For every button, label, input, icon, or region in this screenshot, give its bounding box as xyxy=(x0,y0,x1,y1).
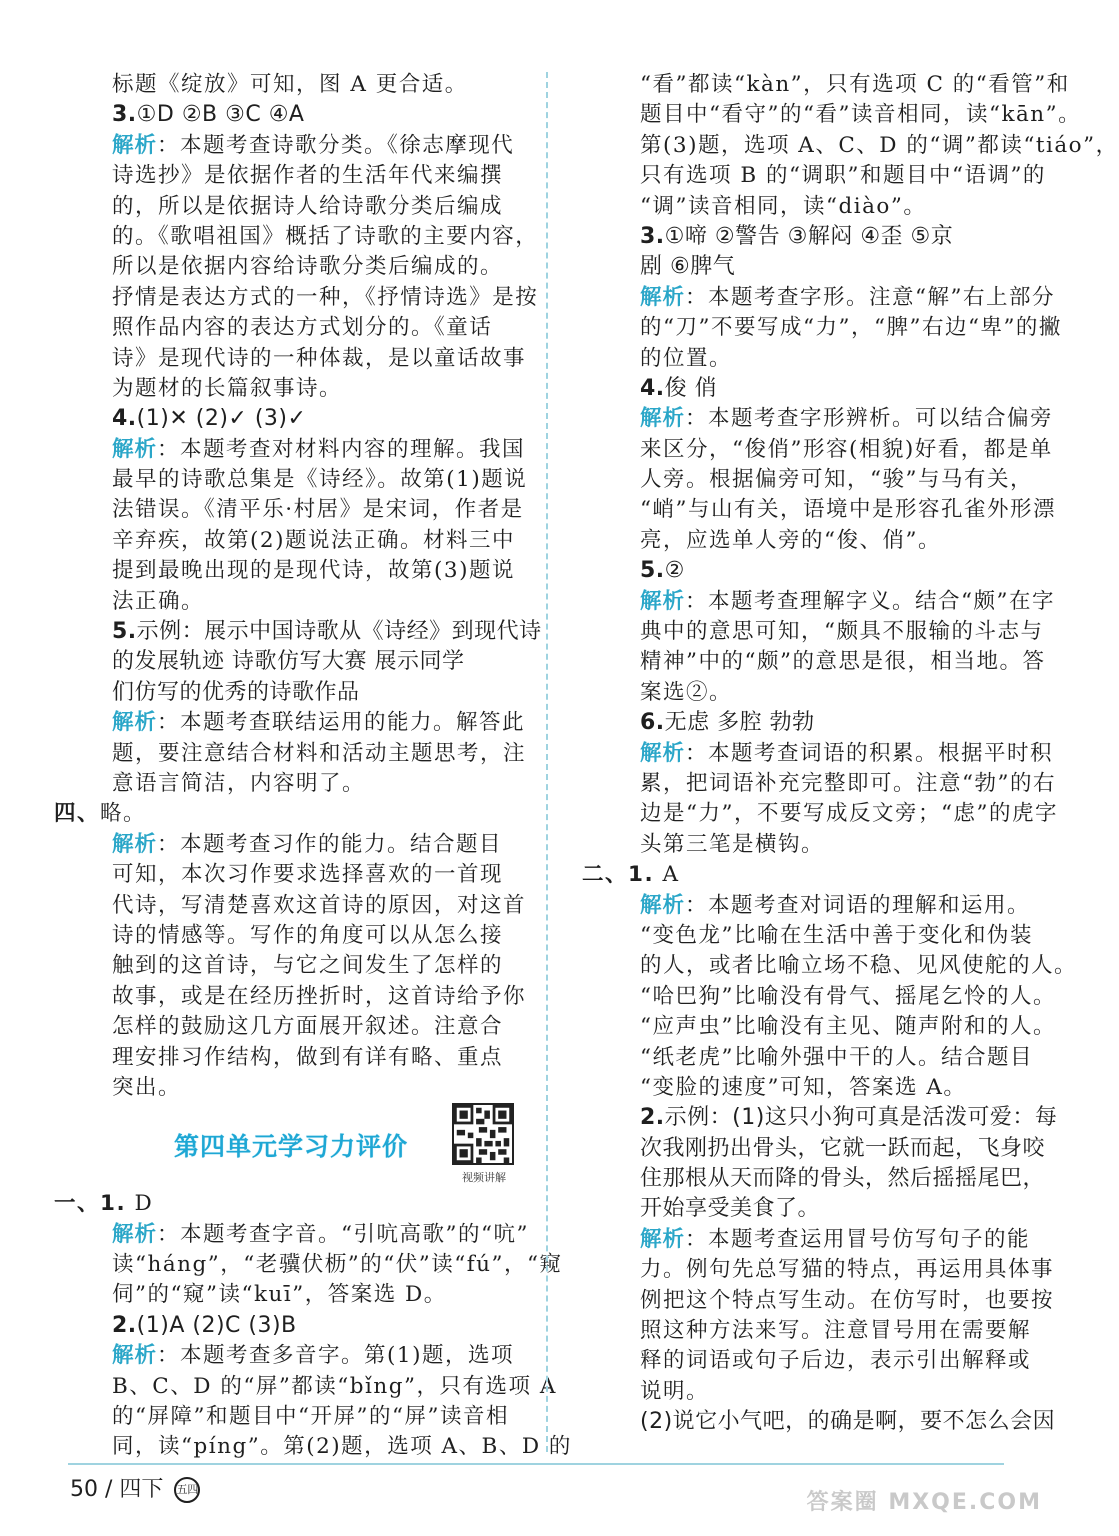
qr-code-icon xyxy=(454,1105,512,1163)
line-text: 理安排习作结构，做到有详有略、重点 xyxy=(112,1044,504,1070)
text-line xyxy=(612,404,1054,434)
text-line xyxy=(612,1073,1032,1103)
question-number: 5. xyxy=(112,619,137,645)
text-line xyxy=(612,131,1119,161)
text-line xyxy=(612,1225,1032,1255)
question-number: 1. xyxy=(628,862,655,888)
edition-badge-icon: 五四 xyxy=(174,1477,200,1503)
line-text: 题，要注意结合材料和活动主题思考，注 xyxy=(112,740,527,766)
text-line xyxy=(84,1250,563,1280)
line-text: 开始享受美食了。 xyxy=(640,1196,821,1222)
line-text: A xyxy=(654,862,680,888)
text-line xyxy=(84,647,530,677)
line-text: 的。《歌唱祖国》概括了诗歌的主要内容， xyxy=(112,223,539,249)
text-line xyxy=(84,435,530,465)
line-text: 所以是依据内容给诗歌分类后编成的。 xyxy=(112,254,504,280)
line-text: ：本题考查词语的积累。根据平时积 xyxy=(685,740,1054,766)
text-line xyxy=(84,769,530,799)
line-text: “看”都读“kàn”，只有选项 C 的“看管”和 xyxy=(640,72,1070,97)
text-line xyxy=(84,1043,530,1073)
text-line xyxy=(84,1341,530,1371)
line-text: (1)✕ (2)✓ (3)✓ xyxy=(136,406,307,432)
text-line xyxy=(84,830,530,860)
text-line xyxy=(612,1164,1046,1194)
text-line xyxy=(612,678,1032,708)
line-text: 累，把词语补充完整即可。注意“勃”的右 xyxy=(640,770,1056,796)
text-line xyxy=(612,1346,1032,1376)
text-line xyxy=(612,1286,1055,1316)
footer-separator: / xyxy=(105,1477,113,1502)
line-text: 的人，或者比喻立场不稳、见风使舵的人。 xyxy=(640,953,1078,979)
text-line xyxy=(612,313,1062,343)
text-line xyxy=(612,252,1032,282)
line-text: “哈巴狗”比喻没有骨气、摇尾乞怜的人。 xyxy=(640,983,1056,1009)
text-line xyxy=(84,252,530,282)
line-text: ：本题考查多音字。第(1)题，选项 xyxy=(157,1343,514,1369)
line-text: “纸老虎”比喻外强中干的人。结合题目 xyxy=(640,1044,1033,1070)
text-line xyxy=(84,404,530,434)
text-line xyxy=(612,587,1056,617)
question-number: 2. xyxy=(112,1312,137,1338)
line-text: 最早的诗歌总集是《诗经》。故第(1)题说 xyxy=(112,467,528,493)
text-line xyxy=(612,830,1032,860)
line-text: 俊 俏 xyxy=(664,375,718,401)
text-line xyxy=(84,313,530,343)
text-line xyxy=(612,374,1032,404)
text-line xyxy=(612,435,1053,465)
line-text: 案选②。 xyxy=(640,679,733,705)
analysis-label: 解析 xyxy=(640,406,686,432)
line-text: 读“háng”，“老骥伏枥”的“伏”读“fú”，“窥 xyxy=(112,1252,563,1278)
analysis-label: 解析 xyxy=(112,831,158,857)
text-line xyxy=(612,344,1032,374)
line-text: 故事，或是在经历挫折时，这首诗给予你 xyxy=(112,983,527,1009)
line-text: 无虑 多腔 勃勃 xyxy=(664,710,815,736)
line-text: 人旁。根据偏旁可知，“骏”与马有关， xyxy=(640,467,1033,493)
text-line xyxy=(84,222,539,252)
text-line xyxy=(612,283,1056,313)
line-text: ：本题考查字形。注意“解”右上部分 xyxy=(685,284,1056,310)
text-line xyxy=(84,1372,557,1402)
line-text: 同，读“píng”。第(2)题，选项 A、B、D 的 xyxy=(112,1434,572,1460)
line-text: 抒情是表达方式的一种，《抒情诗选》是按 xyxy=(112,284,539,310)
line-text: 的“屏障”和题目中“开屏”的“屏”读音相 xyxy=(112,1404,509,1430)
text-line xyxy=(84,283,539,313)
line-text: ：本题考查运用冒号仿写句子的能 xyxy=(685,1226,1031,1252)
text-line xyxy=(84,1311,530,1341)
line-text: ：本题考查对词语的理解和运用。 xyxy=(685,892,1031,918)
qr-code[interactable] xyxy=(452,1103,514,1165)
text-line xyxy=(54,799,530,829)
line-text: 照作品内容的表达方式划分的。《童话 xyxy=(112,315,493,341)
text-line xyxy=(612,799,1058,829)
line-text: 的“刀”不要写成“力”，“脾”右边“卑”的撇 xyxy=(640,315,1062,341)
analysis-label: 解析 xyxy=(112,436,158,462)
analysis-label: 解析 xyxy=(640,892,686,918)
left-column xyxy=(54,70,572,1463)
analysis-label: 解析 xyxy=(640,588,686,614)
text-line xyxy=(612,617,1044,647)
line-text: 法正确。 xyxy=(112,588,205,614)
line-text: 诗》是现代诗的一种体裁，是以童话故事 xyxy=(112,345,527,371)
text-line xyxy=(84,70,530,100)
text-line xyxy=(84,1432,572,1462)
line-text: “调”读音相同，读“diào”。 xyxy=(640,193,927,219)
line-text: 标题《绽放》可知，图 A 更合适。 xyxy=(112,72,468,97)
line-text: ：本题考查习作的能力。结合题目 xyxy=(157,831,503,857)
question-number: 2. xyxy=(640,1105,665,1131)
line-text: 次我刚扔出骨头，它就一跃而起，飞身咬 xyxy=(640,1135,1046,1161)
text-line xyxy=(84,891,530,921)
line-text: 力。例句先总写猫的特点，再运用具体事 xyxy=(640,1257,1055,1283)
line-text: 略。 xyxy=(100,801,147,827)
text-line xyxy=(612,1194,1032,1224)
grade-label: 四下 xyxy=(119,1477,164,1502)
text-line xyxy=(84,556,530,586)
line-text: ② xyxy=(664,558,685,584)
qr-caption: 视频讲解 xyxy=(462,1171,506,1185)
text-line xyxy=(612,769,1056,799)
line-text: 住那根从天而降的骨头，然后摇摇尾巴， xyxy=(640,1166,1046,1192)
text-line xyxy=(84,1280,530,1310)
text-line xyxy=(612,1316,1032,1346)
text-line xyxy=(612,1134,1046,1164)
text-line xyxy=(84,344,530,374)
line-text: ：本题考查理解字义。结合“颇”在字 xyxy=(685,588,1056,614)
line-text: 可知，本次习作要求选择喜欢的一首现 xyxy=(112,862,504,888)
line-text: 意语言简洁，内容明了。 xyxy=(112,770,366,796)
line-text: 例把这个特点写生动。在仿写时，也要按 xyxy=(640,1287,1055,1313)
line-text: 题目中“看守”的“看”读音相同，读“kān”。 xyxy=(640,102,1082,128)
section-marker: 四、 xyxy=(54,801,101,827)
section-marker: 一、 xyxy=(54,1191,101,1217)
text-line xyxy=(612,739,1054,769)
page-footer xyxy=(70,1472,200,1503)
analysis-label: 解析 xyxy=(112,132,158,158)
text-line xyxy=(612,222,1032,252)
line-text: “峭”与山有关，语境中是形容孔雀外形漂 xyxy=(640,497,1056,523)
line-text: 精神”中的“颇”的意思是很，相当地。答 xyxy=(640,649,1046,675)
watermark: 答案圈 MXQE.COM xyxy=(806,1490,1042,1515)
analysis-label: 解析 xyxy=(640,1226,686,1252)
line-text: 提到最晚出现的是现代诗，故第(3)题说 xyxy=(112,558,515,584)
text-line xyxy=(84,374,530,404)
right-column xyxy=(582,70,1119,1438)
line-text: “应声虫”比喻没有主见、随声附和的人。 xyxy=(640,1014,1056,1040)
text-line xyxy=(84,951,530,981)
text-line xyxy=(612,1377,1032,1407)
line-text: 边是“力”，不要写成反文旁；“虑”的虎字 xyxy=(640,801,1058,827)
line-text: 典中的意思可知，“颇具不服输的斗志与 xyxy=(640,619,1044,645)
line-text: 照这种方法来写。注意冒号用在需要解 xyxy=(640,1318,1032,1344)
line-text: 法错误。《清平乐·村居》是宋词，作者是 xyxy=(112,497,524,523)
text-line xyxy=(612,465,1032,495)
text-line xyxy=(612,891,1032,921)
text-line xyxy=(84,1220,530,1250)
text-line xyxy=(612,647,1046,677)
text-line xyxy=(612,192,1032,222)
footer-rule xyxy=(68,1463,1004,1465)
line-text: 伺”的“窥”读“kuī”，答案选 D。 xyxy=(112,1282,447,1308)
question-number: 3. xyxy=(640,223,665,249)
text-line xyxy=(612,982,1056,1012)
line-text: ：本题考查联结运用的能力。解答此 xyxy=(157,710,526,736)
line-text: 突出。 xyxy=(112,1074,182,1100)
text-line xyxy=(612,526,1032,556)
text-line xyxy=(612,100,1082,130)
text-line xyxy=(612,495,1056,525)
text-line xyxy=(612,161,1046,191)
line-text: ：本题考查字形辨析。可以结合偏旁 xyxy=(685,406,1054,432)
text-line xyxy=(612,1103,1058,1133)
text-line xyxy=(84,982,530,1012)
text-line xyxy=(612,70,1070,100)
analysis-label: 解析 xyxy=(112,710,158,736)
text-line xyxy=(84,587,530,617)
question-number: 3. xyxy=(112,102,137,128)
text-line xyxy=(612,1043,1032,1073)
text-line xyxy=(84,495,530,525)
line-text: 触到的这首诗，与它之间发生了怎样的 xyxy=(112,953,504,979)
line-text: (2)说它小气吧，的确是啊，要不怎么会因 xyxy=(640,1409,1056,1435)
line-text: 辛弃疾，故第(2)题说法正确。材料三中 xyxy=(112,527,515,553)
line-text: ：本题考查对材料内容的理解。我国 xyxy=(157,436,526,462)
section-marker: 二、 xyxy=(582,862,629,888)
line-text: 示例：展示中国诗歌从《诗经》到现代诗 xyxy=(136,619,542,645)
page-number: 50 xyxy=(70,1477,98,1502)
line-text: B、C、D 的“屏”都读“bǐng”，只有选项 A xyxy=(112,1373,557,1399)
line-text: 头第三笔是横钩。 xyxy=(640,831,825,857)
left-column-top xyxy=(54,70,542,1103)
question-number: 4. xyxy=(112,406,137,432)
analysis-label: 解析 xyxy=(640,740,686,766)
text-line xyxy=(84,860,530,890)
line-text: 诗选抄》是依据作者的生活年代来编撰 xyxy=(112,163,504,189)
line-text: 说明。 xyxy=(640,1378,710,1404)
analysis-label: 解析 xyxy=(640,284,686,310)
analysis-label: 解析 xyxy=(112,1343,158,1369)
line-text: “变脸的速度”可知，答案选 A。 xyxy=(640,1074,967,1100)
line-text: 为题材的长篇叙事诗。 xyxy=(112,375,343,401)
text-line xyxy=(84,465,530,495)
line-text: 们仿写的优秀的诗歌作品 xyxy=(112,679,360,705)
text-line xyxy=(84,161,530,191)
unit-title: 第四单元学习力评价 xyxy=(174,1132,409,1162)
text-line xyxy=(612,921,1032,951)
line-text: 亮，应选单人旁的“俊、俏”。 xyxy=(640,527,941,553)
line-text: 剧 ⑥脾气 xyxy=(640,254,736,280)
line-text: 代诗，写清楚喜欢这首诗的原因，对这首 xyxy=(112,892,527,918)
text-line xyxy=(84,921,530,951)
question-number: 4. xyxy=(640,375,665,401)
line-text: 诗的情感等。写作的角度可以从怎么接 xyxy=(112,922,504,948)
text-line xyxy=(84,617,542,647)
text-line xyxy=(84,526,530,556)
text-line xyxy=(84,1402,530,1432)
line-text: 的位置。 xyxy=(640,345,733,371)
line-text: “变色龙”比喻在生活中善于变化和伪装 xyxy=(640,922,1033,948)
line-text: 的发展轨迹 诗歌仿写大赛 展示同学 xyxy=(112,649,465,675)
column-divider xyxy=(546,72,548,1452)
text-line xyxy=(54,1189,530,1219)
text-line xyxy=(612,1012,1056,1042)
text-line xyxy=(84,1073,530,1103)
text-line xyxy=(84,100,530,130)
text-line xyxy=(582,860,1032,890)
text-line xyxy=(84,708,530,738)
line-text: 第(3)题，选项 A、C、D 的“调”都读“tiáo”， xyxy=(640,132,1119,158)
text-line xyxy=(84,131,530,161)
line-text: ：本题考查诗歌分类。《徐志摩现代 xyxy=(157,132,515,158)
line-text: ①啼 ②警告 ③解闷 ④歪 ⑤京 xyxy=(664,223,954,249)
text-line xyxy=(612,556,1032,586)
text-line xyxy=(84,678,530,708)
text-line xyxy=(612,951,1078,981)
line-text: ①D ②B ③C ④A xyxy=(136,102,305,128)
text-line xyxy=(612,1255,1055,1285)
line-text: 只有选项 B 的“调职”和题目中“语调”的 xyxy=(640,163,1046,189)
text-line xyxy=(84,1012,530,1042)
line-text: 的，所以是依据诗人给诗歌分类后编成 xyxy=(112,193,504,219)
line-text: 示例：(1)这只小狗可真是活泼可爱：每 xyxy=(664,1105,1058,1131)
text-line xyxy=(612,1407,1056,1437)
analysis-label: 解析 xyxy=(112,1221,158,1247)
question-number: 6. xyxy=(640,710,665,736)
line-text: D xyxy=(126,1191,154,1217)
line-text: ：本题考查字音。“引吭高歌”的“吭” xyxy=(157,1221,529,1247)
unit-heading-block xyxy=(84,1103,530,1189)
question-number: 5. xyxy=(640,558,665,584)
line-text: 怎样的鼓励这几方面展开叙述。注意合 xyxy=(112,1014,504,1040)
text-line xyxy=(84,739,530,769)
question-number: 1. xyxy=(100,1191,127,1217)
text-line xyxy=(612,708,1032,738)
left-column-bottom xyxy=(54,1189,572,1463)
line-text: 释的词语或句子后边，表示引出解释或 xyxy=(640,1348,1032,1374)
text-line xyxy=(84,192,530,222)
line-text: (1)A (2)C (3)B xyxy=(136,1312,297,1338)
line-text: 来区分，“俊俏”形容(相貌)好看，都是单 xyxy=(640,436,1053,462)
